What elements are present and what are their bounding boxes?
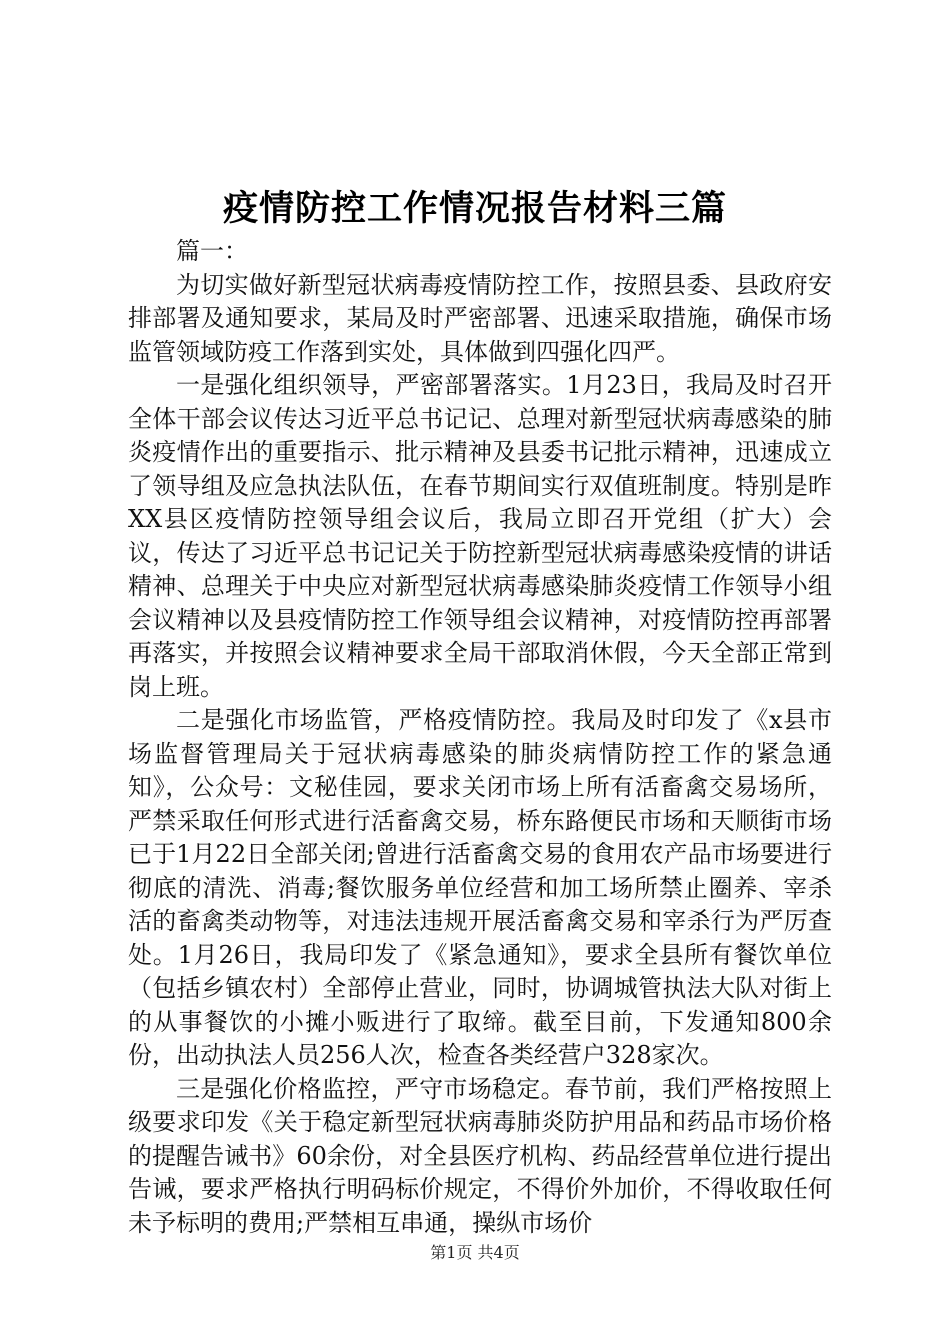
section-label: 篇一： [176,237,248,265]
paragraph-two: 二是强化市场监管，严格疫情防控。我局及时印发了《x县市场监督管理局关于冠状病毒感染的肺炎病情防控工作的紧急通知》，公众号：文秘佳园，要求关闭市场上所有活畜禽交易场所，严禁采取任何形式进行活畜禽交易，桥东路便民市场和天顺街市场已于1月22日全部关闭;曾进行活畜禽交易的食用农产品市场要进行彻底的清洗、消毒;餐饮服务单位经营和加工场所禁止圈养、宰杀活的畜禽类动物等，对违法违规开展活畜禽交易和宰杀行为严厉查处。1月26日，我局印发了《紧急通知》，要求全县所有餐饮单位（包括乡镇农村）全部停止营业，同时，协调城管执法大队对街上的从事餐饮的小摊小贩进行了取缔。截至目前，下发通知800余份，出动执法人员256人次，检查各类经营户328家次。 [128,706,832,1069]
document-body [128,235,832,1240]
page-footer: 第1页 共4页 [430,1243,520,1262]
paragraph-one: 一是强化组织领导，严密部署落实。1月23日，我局及时召开全体干部会议传达习近平总书记记、总理对新型冠状病毒感染的肺炎疫情作出的重要指示、批示精神及县委书记批示精神，迅速成立了领导组及应急执法队伍，在春节期间实行双值班制度。特别是昨XX县区疫情防控领导组会议后，我局立即召开党组（扩大）会议，传达了习近平总书记记关于防控新型冠状病毒感染疫情的讲话精神、总理关于中央应对新型冠状病毒感染肺炎疫情工作领导小组会议精神以及县疫情防控工作领导组会议精神，对疫情防控再部署再落实，并按照会议精神要求全局干部取消休假，今天全部正常到岗上班。 [128,371,832,701]
paragraph-three: 三是强化价格监控，严守市场稳定。春节前，我们严格按照上级要求印发《关于稳定新型冠状病毒肺炎防护用品和药品市场价格的提醒告诫书》60余份，对全县医疗机构、药品经营单位进行提出告诫，要求严格执行明码标价规定，不得价外加价，不得收取任何未予标明的费用;严禁相互串通，操纵市场价 [128,1074,832,1237]
document-title: 疫情防控工作情况报告材料三篇 [222,188,727,229]
paragraph-intro: 为切实做好新型冠状病毒疫情防控工作，按照县委、县政府安排部署及通知要求，某局及时严密部署、迅速采取措施，确保市场监管领域防疫工作落到实处，具体做到四强化四严。 [128,270,832,366]
